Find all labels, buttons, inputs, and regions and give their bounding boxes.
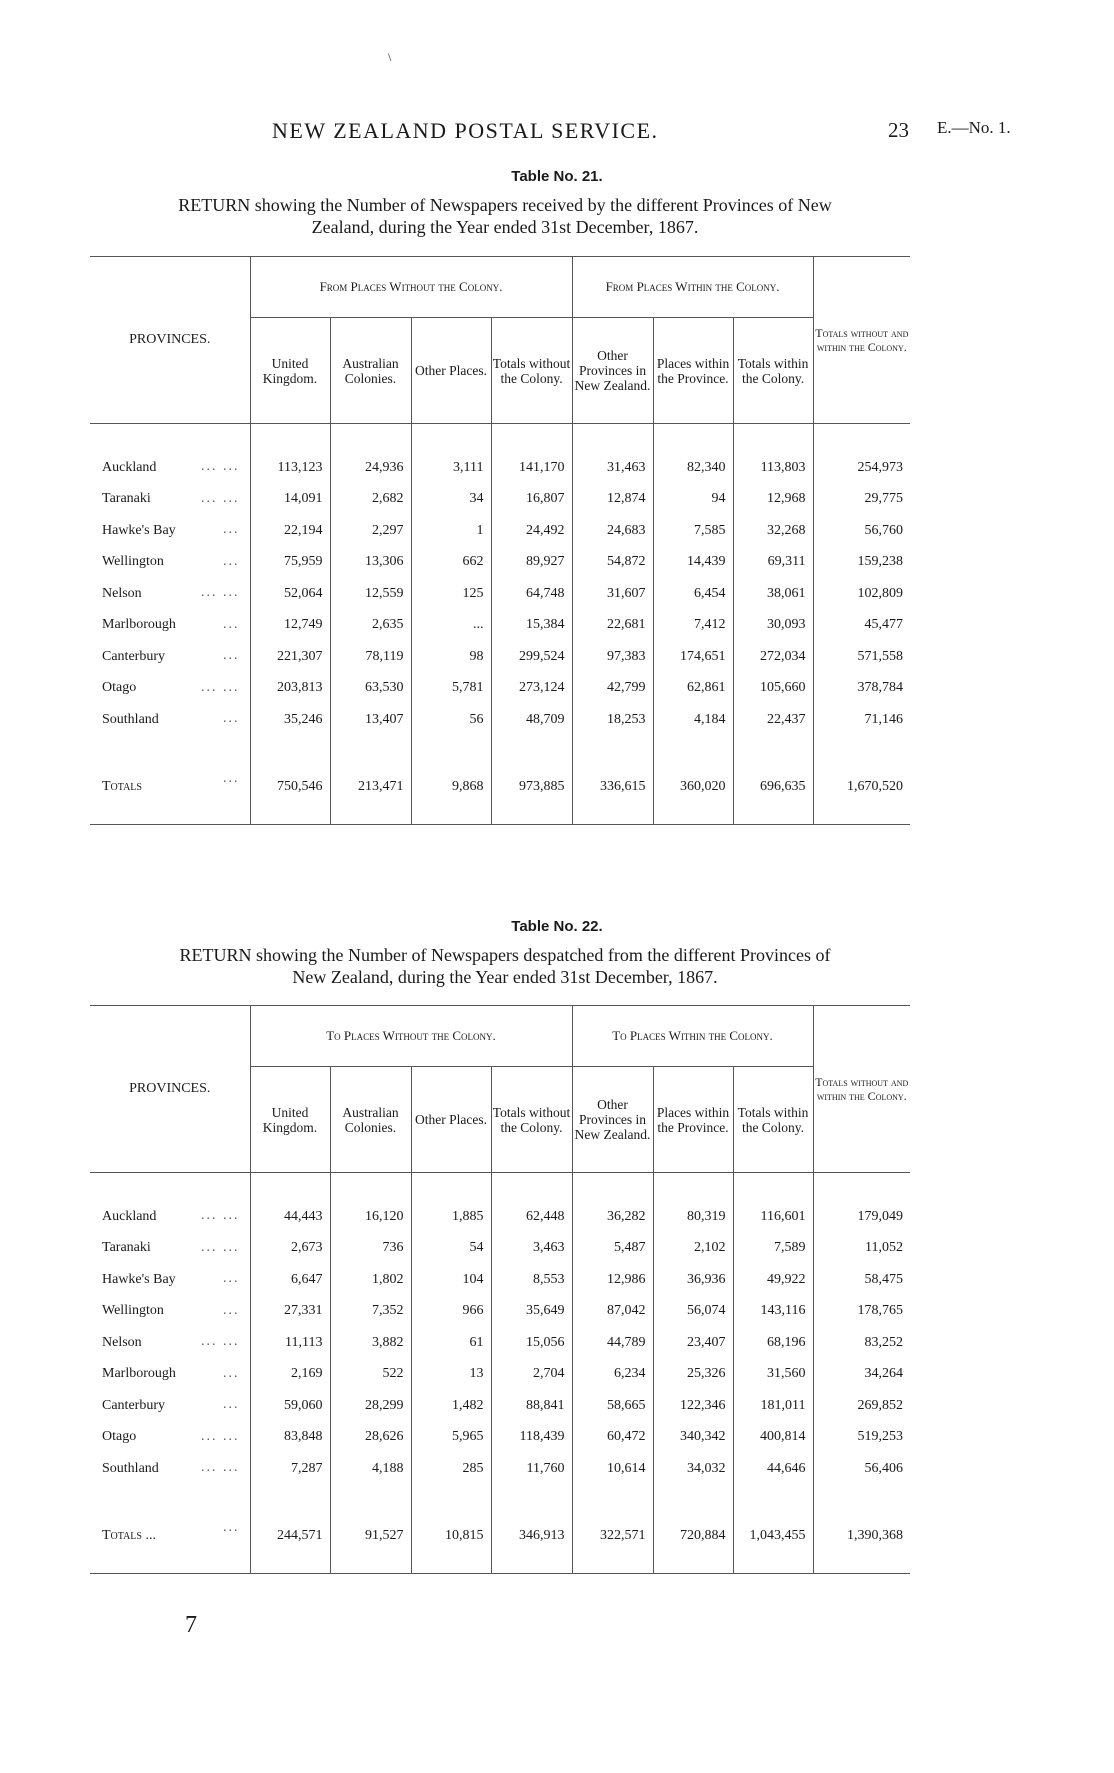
value-cell: 2,297	[330, 515, 411, 547]
province-cell	[90, 1422, 250, 1454]
table21-col-header: Other Places.	[411, 318, 491, 424]
leader-dots: ... ...	[201, 1239, 240, 1255]
totals-value-cell: 9,868	[411, 764, 491, 810]
value-cell: 35,649	[491, 1296, 572, 1328]
value-cell: 14,439	[653, 547, 733, 579]
value-cell: 125	[411, 578, 491, 610]
totals-value-cell: 1,390,368	[813, 1513, 910, 1559]
province-cell	[90, 673, 250, 705]
table-row	[90, 1264, 910, 1296]
province-name: Marlborough	[102, 617, 176, 633]
table21-caption-line1: RETURN showing the Number of Newspapers received by the different Provinces of New	[178, 195, 832, 215]
value-cell: 118,439	[491, 1422, 572, 1454]
table22	[90, 1005, 910, 1574]
value-cell: 966	[411, 1296, 491, 1328]
totals-label: Totals ...	[102, 1527, 156, 1543]
value-cell: 6,454	[653, 578, 733, 610]
value-cell: 56,760	[813, 515, 910, 547]
value-cell: 54	[411, 1233, 491, 1265]
province-cell	[90, 578, 250, 610]
value-cell: 285	[411, 1453, 491, 1485]
value-cell: 8,553	[491, 1264, 572, 1296]
value-cell: 14,091	[250, 484, 330, 516]
value-cell: 7,585	[653, 515, 733, 547]
province-cell	[90, 1264, 250, 1296]
province-cell	[90, 1453, 250, 1485]
table22-col-header: United Kingdom.	[250, 1067, 330, 1173]
totals-label: Totals	[102, 778, 142, 794]
value-cell: 63,530	[330, 673, 411, 705]
value-cell: 83,252	[813, 1327, 910, 1359]
value-cell: 78,119	[330, 641, 411, 673]
province-cell	[90, 1327, 250, 1359]
value-cell: 141,170	[491, 452, 572, 484]
value-cell: 2,673	[250, 1233, 330, 1265]
table22-col-header: Australian Colonies.	[330, 1067, 411, 1173]
value-cell: 35,246	[250, 704, 330, 736]
value-cell: 13	[411, 1359, 491, 1391]
table21-col-header: Places within the Province.	[653, 318, 733, 424]
totals-value-cell: 750,546	[250, 764, 330, 810]
value-cell: 12,874	[572, 484, 653, 516]
value-cell: 7,352	[330, 1296, 411, 1328]
value-cell: 4,188	[330, 1453, 411, 1485]
value-cell: 102,809	[813, 578, 910, 610]
value-cell: 3,882	[330, 1327, 411, 1359]
value-cell: 159,238	[813, 547, 910, 579]
value-cell: 3,463	[491, 1233, 572, 1265]
province-cell	[90, 610, 250, 642]
value-cell: 54,872	[572, 547, 653, 579]
value-cell: 30,093	[733, 610, 813, 642]
value-cell: 25,326	[653, 1359, 733, 1391]
value-cell: 56,074	[653, 1296, 733, 1328]
leader-dots: ...	[223, 711, 240, 726]
totals-label-cell	[90, 764, 250, 810]
province-name: Southland	[102, 711, 159, 727]
value-cell: 69,311	[733, 547, 813, 579]
value-cell: 48,709	[491, 704, 572, 736]
leader-dots: ...	[223, 770, 240, 786]
value-cell: 36,282	[572, 1201, 653, 1233]
table21-label: Table No. 21.	[511, 168, 603, 185]
province-name: Wellington	[102, 1303, 164, 1319]
table22-label: Table No. 22.	[511, 918, 603, 935]
table22-caption-line2: New Zealand, during the Year ended 31st December, 1867.	[292, 967, 718, 987]
value-cell: 18,253	[572, 704, 653, 736]
value-cell: 49,922	[733, 1264, 813, 1296]
table22-provinces-header: PROVINCES.	[90, 1006, 250, 1173]
value-cell: 87,042	[572, 1296, 653, 1328]
table-row	[90, 452, 910, 484]
table22-col-header: Totals without the Colony.	[491, 1067, 572, 1173]
value-cell: 80,319	[653, 1201, 733, 1233]
value-cell: 3,111	[411, 452, 491, 484]
value-cell: 143,116	[733, 1296, 813, 1328]
value-cell: 13,407	[330, 704, 411, 736]
value-cell: 88,841	[491, 1390, 572, 1422]
value-cell: 179,049	[813, 1201, 910, 1233]
totals-value-cell: 244,571	[250, 1513, 330, 1559]
value-cell: 116,601	[733, 1201, 813, 1233]
table21-group-without: From Places Without the Colony.	[250, 257, 572, 318]
totals-value-cell: 360,020	[653, 764, 733, 810]
leader-dots: ...	[223, 1397, 240, 1412]
value-cell: 1,885	[411, 1201, 491, 1233]
totals-row	[90, 1513, 910, 1559]
value-cell: 12,986	[572, 1264, 653, 1296]
province-name: Auckland	[102, 459, 157, 475]
totals-value-cell: 336,615	[572, 764, 653, 810]
value-cell: 62,861	[653, 673, 733, 705]
value-cell: 104	[411, 1264, 491, 1296]
value-cell: 28,626	[330, 1422, 411, 1454]
leader-dots: ... ...	[201, 459, 240, 474]
value-cell: 12,559	[330, 578, 411, 610]
table21-group-within: From Places Within the Colony.	[572, 257, 813, 318]
table-row	[90, 641, 910, 673]
totals-value-cell: 720,884	[653, 1513, 733, 1559]
province-cell	[90, 452, 250, 484]
value-cell: 522	[330, 1359, 411, 1391]
value-cell: 16,807	[491, 484, 572, 516]
totals-value-cell: 346,913	[491, 1513, 572, 1559]
value-cell: 27,331	[250, 1296, 330, 1328]
value-cell: 68,196	[733, 1327, 813, 1359]
value-cell: 4,184	[653, 704, 733, 736]
value-cell: 31,463	[572, 452, 653, 484]
table22-caption	[105, 944, 905, 988]
table21	[90, 256, 910, 825]
province-cell	[90, 1359, 250, 1391]
value-cell: 178,765	[813, 1296, 910, 1328]
value-cell: 59,060	[250, 1390, 330, 1422]
value-cell: 269,852	[813, 1390, 910, 1422]
value-cell: 6,647	[250, 1264, 330, 1296]
leader-dots: ... ...	[201, 1208, 240, 1223]
totals-value-cell: 696,635	[733, 764, 813, 810]
value-cell: 22,194	[250, 515, 330, 547]
value-cell: 24,936	[330, 452, 411, 484]
value-cell: 94	[653, 484, 733, 516]
value-cell: 174,651	[653, 641, 733, 673]
value-cell: 24,492	[491, 515, 572, 547]
table-row	[90, 1359, 910, 1391]
totals-value-cell: 213,471	[330, 764, 411, 810]
value-cell: 32,268	[733, 515, 813, 547]
table21-caption	[105, 194, 905, 238]
value-cell: 11,113	[250, 1327, 330, 1359]
leader-dots: ... ...	[201, 1428, 240, 1444]
page-header	[0, 118, 1114, 148]
value-cell: 12,749	[250, 610, 330, 642]
leader-dots: ... ...	[201, 1334, 240, 1349]
table-row	[90, 1327, 910, 1359]
province-name: Hawke's Bay	[102, 522, 176, 538]
province-cell	[90, 1201, 250, 1233]
province-name: Otago	[102, 1429, 137, 1445]
leader-dots: ... ...	[201, 585, 240, 600]
value-cell: 42,799	[572, 673, 653, 705]
table22-col-header: Other Provinces in New Zealand.	[572, 1067, 653, 1173]
table22-col-header: Totals within the Colony.	[733, 1067, 813, 1173]
value-cell: 113,803	[733, 452, 813, 484]
table-row	[90, 484, 910, 516]
table21-totals-header: Totals without and within the Colony.	[813, 257, 910, 424]
value-cell: 7,589	[733, 1233, 813, 1265]
table-row	[90, 1453, 910, 1485]
value-cell: 97,383	[572, 641, 653, 673]
stray-mark: \	[388, 50, 392, 64]
value-cell: 2,102	[653, 1233, 733, 1265]
leader-dots: ... ...	[201, 490, 240, 506]
value-cell: 6,234	[572, 1359, 653, 1391]
leader-dots: ...	[223, 1271, 240, 1286]
table21-col-header: Other Provinces in New Zealand.	[572, 318, 653, 424]
value-cell: 519,253	[813, 1422, 910, 1454]
value-cell: 45,477	[813, 610, 910, 642]
table21-col-header: United Kingdom.	[250, 318, 330, 424]
value-cell: 23,407	[653, 1327, 733, 1359]
leader-dots: ...	[223, 553, 240, 569]
value-cell: 22,681	[572, 610, 653, 642]
table22-group-within: To Places Within the Colony.	[572, 1006, 813, 1067]
table-row	[90, 1201, 910, 1233]
value-cell: 44,789	[572, 1327, 653, 1359]
table21-col-header: Totals without the Colony.	[491, 318, 572, 424]
province-name: Hawke's Bay	[102, 1271, 176, 1287]
value-cell: 11,052	[813, 1233, 910, 1265]
value-cell: 299,524	[491, 641, 572, 673]
province-cell	[90, 1390, 250, 1422]
value-cell: 5,487	[572, 1233, 653, 1265]
value-cell: 5,781	[411, 673, 491, 705]
value-cell: 12,968	[733, 484, 813, 516]
table-row	[90, 1233, 910, 1265]
document-reference: E.—No. 1.	[937, 118, 1011, 137]
value-cell: 98	[411, 641, 491, 673]
province-name: Taranaki	[102, 1240, 151, 1256]
province-cell	[90, 1296, 250, 1328]
table21-caption-line2: Zealand, during the Year ended 31st December, 1867.	[311, 217, 699, 237]
value-cell: 15,056	[491, 1327, 572, 1359]
table22-caption-line1: RETURN showing the Number of Newspapers despatched from the different Provinces of	[179, 945, 831, 965]
value-cell: 10,614	[572, 1453, 653, 1485]
totals-label-cell	[90, 1513, 250, 1559]
table21-col-header: Australian Colonies.	[330, 318, 411, 424]
table-row	[90, 704, 910, 736]
value-cell: 44,646	[733, 1453, 813, 1485]
value-cell: 2,682	[330, 484, 411, 516]
totals-value-cell: 10,815	[411, 1513, 491, 1559]
province-name: Canterbury	[102, 648, 165, 664]
value-cell: 13,306	[330, 547, 411, 579]
value-cell: 83,848	[250, 1422, 330, 1454]
value-cell: 58,665	[572, 1390, 653, 1422]
value-cell: 61	[411, 1327, 491, 1359]
value-cell: 38,061	[733, 578, 813, 610]
leader-dots: ... ...	[201, 679, 240, 695]
totals-row	[90, 764, 910, 810]
table-row	[90, 1390, 910, 1422]
table21-provinces-header: PROVINCES.	[90, 257, 250, 424]
value-cell: 113,123	[250, 452, 330, 484]
province-name: Auckland	[102, 1208, 157, 1224]
leader-dots: ...	[223, 1365, 240, 1381]
value-cell: 31,607	[572, 578, 653, 610]
value-cell: 7,287	[250, 1453, 330, 1485]
value-cell: 378,784	[813, 673, 910, 705]
table-row	[90, 1296, 910, 1328]
value-cell: 34,032	[653, 1453, 733, 1485]
value-cell: 36,936	[653, 1264, 733, 1296]
value-cell: 221,307	[250, 641, 330, 673]
province-name: Canterbury	[102, 1397, 165, 1413]
table22-group-without: To Places Without the Colony.	[250, 1006, 572, 1067]
value-cell: 571,558	[813, 641, 910, 673]
value-cell: 89,927	[491, 547, 572, 579]
page-number: 23	[888, 118, 909, 142]
table22-col-header: Other Places.	[411, 1067, 491, 1173]
table-row	[90, 547, 910, 579]
value-cell: 22,437	[733, 704, 813, 736]
value-cell: 71,146	[813, 704, 910, 736]
value-cell: 15,384	[491, 610, 572, 642]
footer-number: 7	[185, 1612, 197, 1638]
value-cell: 1,482	[411, 1390, 491, 1422]
value-cell: 44,443	[250, 1201, 330, 1233]
table-row	[90, 515, 910, 547]
province-cell	[90, 547, 250, 579]
totals-value-cell: 91,527	[330, 1513, 411, 1559]
table-row	[90, 578, 910, 610]
value-cell: 60,472	[572, 1422, 653, 1454]
totals-value-cell: 1,670,520	[813, 764, 910, 810]
leader-dots: ...	[223, 648, 240, 663]
table21-col-header: Totals within the Colony.	[733, 318, 813, 424]
value-cell: 1,802	[330, 1264, 411, 1296]
value-cell: 400,814	[733, 1422, 813, 1454]
value-cell: 2,169	[250, 1359, 330, 1391]
value-cell: 28,299	[330, 1390, 411, 1422]
leader-dots: ...	[223, 1302, 240, 1318]
value-cell: 340,342	[653, 1422, 733, 1454]
totals-value-cell: 322,571	[572, 1513, 653, 1559]
value-cell: 122,346	[653, 1390, 733, 1422]
value-cell: 2,704	[491, 1359, 572, 1391]
value-cell: 7,412	[653, 610, 733, 642]
leader-dots: ...	[223, 1519, 240, 1535]
table22-col-header: Places within the Province.	[653, 1067, 733, 1173]
value-cell: 34,264	[813, 1359, 910, 1391]
value-cell: 34	[411, 484, 491, 516]
province-name: Otago	[102, 680, 137, 696]
value-cell: 56,406	[813, 1453, 910, 1485]
value-cell: 58,475	[813, 1264, 910, 1296]
page-title: NEW ZEALAND POSTAL SERVICE.	[272, 118, 659, 143]
value-cell: 273,124	[491, 673, 572, 705]
value-cell: 56	[411, 704, 491, 736]
leader-dots: ... ...	[201, 1460, 240, 1475]
table-row	[90, 610, 910, 642]
value-cell: ...	[411, 610, 491, 642]
province-name: Marlborough	[102, 1366, 176, 1382]
table-row	[90, 673, 910, 705]
value-cell: 62,448	[491, 1201, 572, 1233]
value-cell: 29,775	[813, 484, 910, 516]
value-cell: 82,340	[653, 452, 733, 484]
value-cell: 203,813	[250, 673, 330, 705]
province-name: Wellington	[102, 554, 164, 570]
value-cell: 31,560	[733, 1359, 813, 1391]
value-cell: 105,660	[733, 673, 813, 705]
province-cell	[90, 484, 250, 516]
value-cell: 24,683	[572, 515, 653, 547]
province-cell	[90, 515, 250, 547]
value-cell: 254,973	[813, 452, 910, 484]
value-cell: 181,011	[733, 1390, 813, 1422]
totals-value-cell: 973,885	[491, 764, 572, 810]
totals-value-cell: 1,043,455	[733, 1513, 813, 1559]
value-cell: 11,760	[491, 1453, 572, 1485]
table-row	[90, 1422, 910, 1454]
province-cell	[90, 641, 250, 673]
value-cell: 75,959	[250, 547, 330, 579]
value-cell: 2,635	[330, 610, 411, 642]
leader-dots: ...	[223, 616, 240, 632]
province-name: Nelson	[102, 585, 142, 601]
value-cell: 662	[411, 547, 491, 579]
value-cell: 736	[330, 1233, 411, 1265]
leader-dots: ...	[223, 522, 240, 537]
table22-totals-header: Totals without and within the Colony.	[813, 1006, 910, 1173]
value-cell: 5,965	[411, 1422, 491, 1454]
value-cell: 64,748	[491, 578, 572, 610]
province-cell	[90, 1233, 250, 1265]
province-name: Taranaki	[102, 491, 151, 507]
value-cell: 16,120	[330, 1201, 411, 1233]
value-cell: 1	[411, 515, 491, 547]
province-name: Nelson	[102, 1334, 142, 1350]
province-cell	[90, 704, 250, 736]
value-cell: 272,034	[733, 641, 813, 673]
value-cell: 52,064	[250, 578, 330, 610]
province-name: Southland	[102, 1460, 159, 1476]
